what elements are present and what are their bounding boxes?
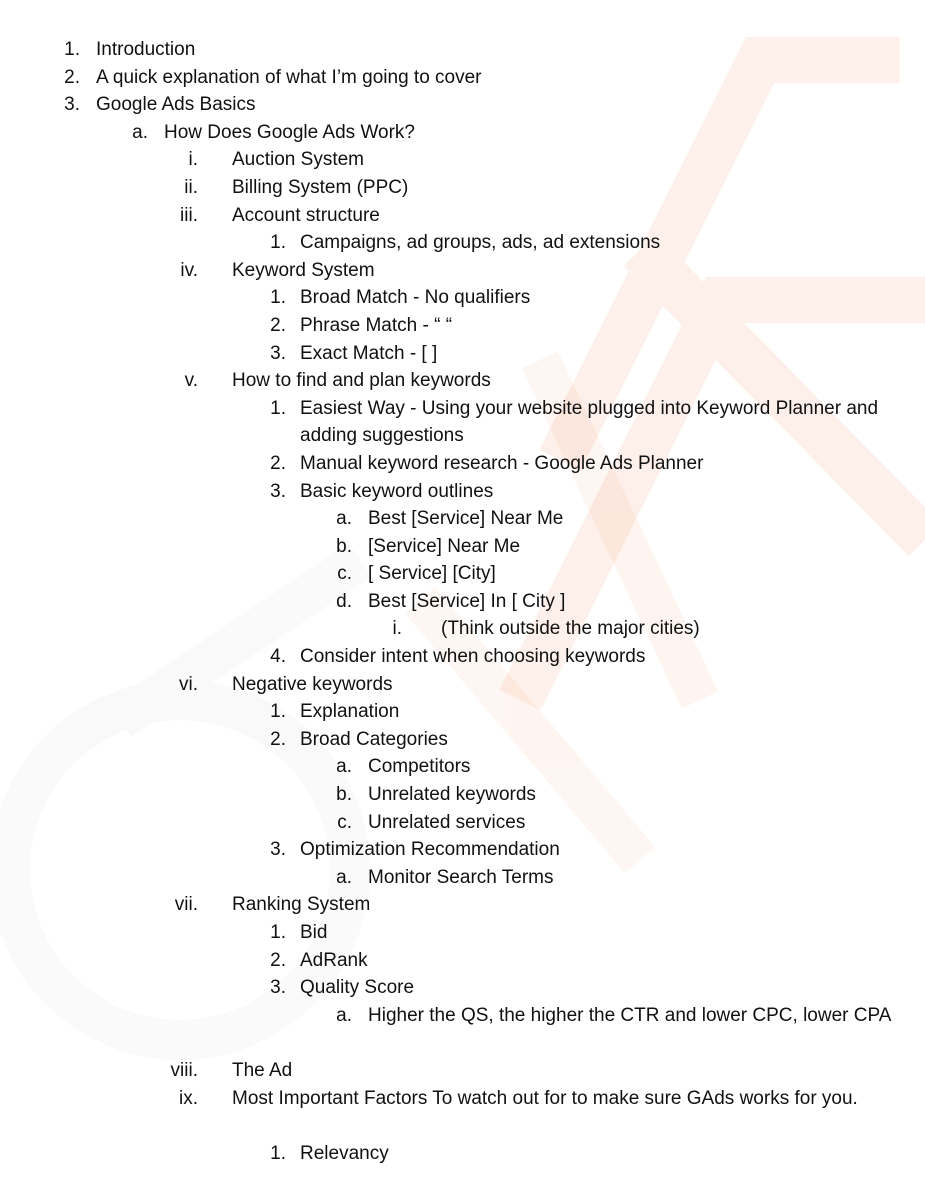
list-item <box>0 698 925 726</box>
outline-list <box>0 36 925 1167</box>
list-item <box>0 809 925 837</box>
list-item <box>0 119 925 147</box>
list-item <box>0 505 925 533</box>
list-item <box>0 974 925 1002</box>
list-item <box>0 919 925 947</box>
list-item-text: Auction System <box>232 149 364 171</box>
list-marker: 1. <box>270 1142 286 1164</box>
list-marker: 4. <box>270 646 286 668</box>
list-item-text: [Service] Near Me <box>368 535 521 557</box>
list-item-text: Best [Service] Near Me <box>368 508 564 530</box>
list-marker: 2. <box>64 66 80 88</box>
list-item-text: Campaigns, ad groups, ads, ad extensions <box>300 232 661 254</box>
list-marker: iii. <box>180 204 198 226</box>
list-marker: c. <box>337 811 352 833</box>
list-marker: ix. <box>179 1087 198 1109</box>
list-item <box>0 312 925 340</box>
list-item-text: Basic keyword outlines <box>300 480 494 502</box>
list-marker: 1. <box>270 287 286 309</box>
list-item <box>0 836 925 864</box>
list-item <box>0 395 925 450</box>
list-item-text: Broad Categories <box>300 728 448 750</box>
list-item <box>0 450 925 478</box>
list-item-text: Monitor Search Terms <box>368 866 554 888</box>
list-item <box>0 588 925 616</box>
list-item-text: Unrelated services <box>368 811 526 833</box>
list-item-text: Higher the QS, the higher the CTR and lower CPC, lower CPA <box>368 1004 892 1026</box>
list-item <box>0 478 925 506</box>
list-item <box>0 947 925 975</box>
list-item-text: Explanation <box>300 701 400 723</box>
list-item-text: Most Important Factors To watch out for to make sure GAds works for you. <box>232 1087 858 1109</box>
list-item-text: Keyword System <box>232 259 375 281</box>
list-item-text: The Ad <box>232 1059 293 1081</box>
list-marker: 2. <box>270 728 286 750</box>
list-marker: vii. <box>174 894 198 916</box>
list-marker: vi. <box>179 673 198 695</box>
list-item <box>0 615 925 643</box>
list-marker: c. <box>337 563 352 585</box>
list-item-text: Optimization Recommendation <box>300 839 560 861</box>
list-marker: a. <box>336 1004 352 1026</box>
list-item <box>0 671 925 699</box>
list-item-text: Competitors <box>368 756 471 778</box>
list-marker: a. <box>336 508 352 530</box>
list-marker: 2. <box>270 949 286 971</box>
list-marker: i. <box>188 149 198 171</box>
list-item-text: Unrelated keywords <box>368 784 536 806</box>
list-item-text: Exact Match - [ ] <box>300 342 438 364</box>
list-item-text: Manual keyword research - Google Ads Planner <box>300 452 704 474</box>
list-marker: 1. <box>64 39 80 60</box>
list-item-text: Consider intent when choosing keywords <box>300 646 646 668</box>
list-marker: 2. <box>270 314 286 336</box>
list-item <box>0 64 925 92</box>
list-item-text: [ Service] [City] <box>368 563 496 585</box>
list-marker: 1. <box>270 232 286 254</box>
list-item <box>0 753 925 781</box>
list-item <box>0 202 925 230</box>
list-item <box>0 36 925 64</box>
list-marker: a. <box>132 121 148 143</box>
list-marker: 3. <box>270 977 286 999</box>
list-item-text: Broad Match - No qualifiers <box>300 287 531 309</box>
list-marker: 1. <box>270 701 286 723</box>
list-marker: a. <box>336 866 352 888</box>
list-item <box>0 1085 925 1140</box>
list-item-text: Relevancy <box>300 1142 389 1164</box>
list-item-text: Phrase Match - “ “ <box>300 314 453 336</box>
list-item <box>0 367 925 395</box>
list-item <box>0 174 925 202</box>
list-item-text: Ranking System <box>232 894 371 916</box>
list-marker: 3. <box>270 839 286 861</box>
list-item <box>0 229 925 257</box>
list-marker: viii. <box>170 1059 198 1081</box>
list-item <box>0 257 925 285</box>
list-item <box>0 1057 925 1085</box>
list-marker: i. <box>392 618 402 640</box>
list-marker: 3. <box>270 342 286 364</box>
list-item <box>0 533 925 561</box>
list-item <box>0 1002 925 1057</box>
list-item-text: Billing System (PPC) <box>232 176 409 198</box>
list-item <box>0 284 925 312</box>
list-marker: a. <box>336 756 352 778</box>
list-item-text: Account structure <box>232 204 380 226</box>
list-item-text: Bid <box>300 922 328 943</box>
list-item <box>0 864 925 892</box>
list-marker: 3. <box>64 94 80 116</box>
list-item-text: A quick explanation of what I’m going to cover <box>96 66 482 88</box>
list-marker: v. <box>184 370 198 392</box>
list-marker: 2. <box>270 452 286 474</box>
list-marker: 1. <box>270 922 286 943</box>
list-item <box>0 891 925 919</box>
list-item <box>0 1140 925 1168</box>
list-item <box>0 781 925 809</box>
list-item-text: Introduction <box>96 39 196 60</box>
list-item <box>0 726 925 754</box>
list-item-text: How to find and plan keywords <box>232 370 491 392</box>
list-item <box>0 643 925 671</box>
list-marker: d. <box>336 590 352 612</box>
list-item <box>0 91 925 119</box>
list-item-text: (Think outside the major cities) <box>441 618 700 640</box>
list-item-text: Negative keywords <box>232 673 393 695</box>
list-item-text: Google Ads Basics <box>96 94 256 116</box>
list-item-text: Best [Service] In [ City ] <box>368 590 566 612</box>
list-marker: b. <box>336 535 352 557</box>
list-item <box>0 340 925 368</box>
list-marker: ii. <box>184 176 198 198</box>
list-marker: iv. <box>180 259 198 281</box>
list-item <box>0 146 925 174</box>
list-item-text: AdRank <box>300 949 368 971</box>
list-marker: 1. <box>270 397 286 419</box>
list-item <box>0 560 925 588</box>
list-marker: 3. <box>270 480 286 502</box>
list-marker: b. <box>336 784 352 806</box>
list-item-text: Easiest Way - Using your website plugged into Keyword Planner and adding suggestions <box>300 397 879 447</box>
list-item-text: How Does Google Ads Work? <box>164 121 415 143</box>
list-item-text: Quality Score <box>300 977 415 999</box>
